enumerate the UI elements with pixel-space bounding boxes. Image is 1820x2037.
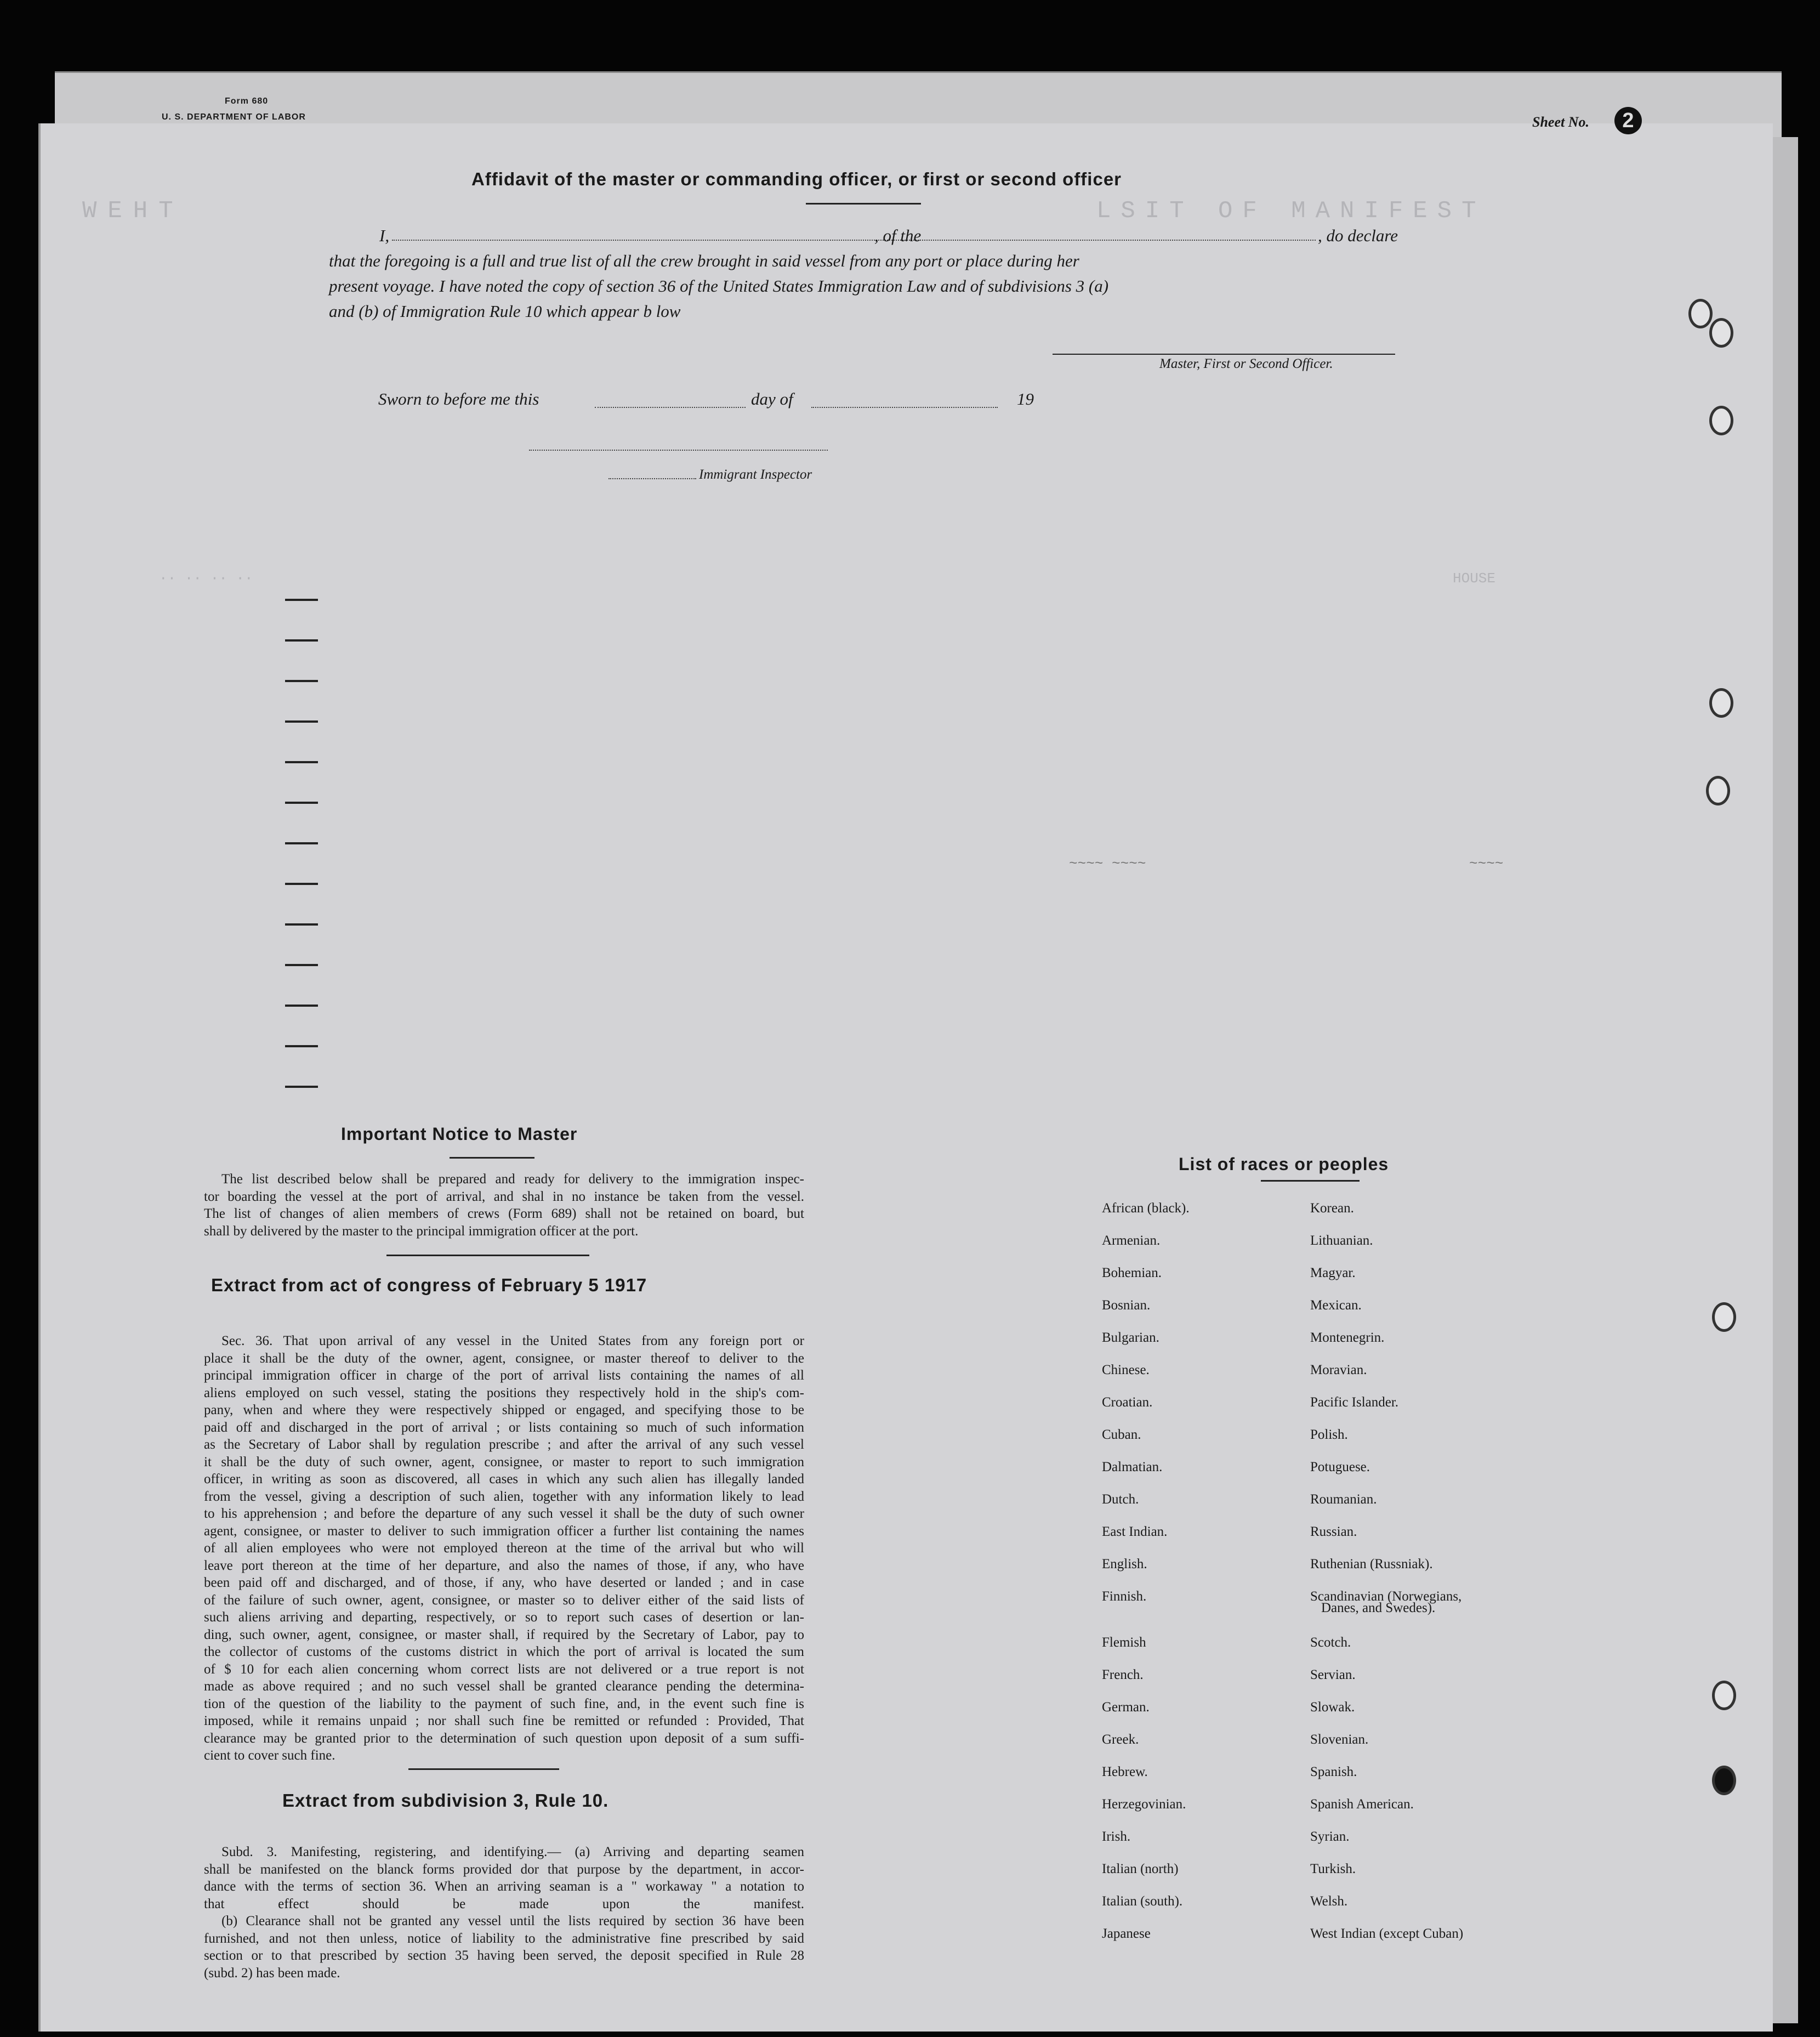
divider <box>408 1768 559 1770</box>
race-item: Slovenian. <box>1310 1732 1369 1747</box>
text-line: of the failure of such owner, agent, consignee, or master so to deliver either of the said lists of <box>204 1592 804 1608</box>
text-line: (subd. 2) has been made. <box>204 1965 340 1981</box>
extract-act-body <box>204 1332 804 1764</box>
text-line: shall by delivered by the master to the principal immigration officer at the port. <box>204 1223 639 1239</box>
race-item: African (black). <box>1102 1201 1190 1216</box>
race-item: English. <box>1102 1557 1147 1571</box>
affidavit-title: Affidavit of the master or commanding officer, or first or second officer <box>471 169 1122 189</box>
affidavit-line1 <box>329 223 1398 248</box>
race-item: Hebrew. <box>1102 1764 1148 1779</box>
race-item: Chinese. <box>1102 1363 1150 1377</box>
inspector-label: Immigrant Inspector <box>699 467 812 482</box>
text-line: (b) Clearance shall not be granted any vessel until the lists required by section 36 have been <box>221 1914 804 1928</box>
extract-rule-title: Extract from subdivision 3, Rule 10. <box>282 1790 609 1811</box>
form-number: Form 680 <box>225 97 269 106</box>
race-item: Scotch. <box>1310 1635 1351 1650</box>
punch-hole <box>1709 688 1733 718</box>
punch-hole <box>1706 776 1730 805</box>
race-item: Cuban. <box>1102 1427 1141 1442</box>
text-line: been paid off and discharged, and of those, if any, who have deserted or landed ; and in case <box>204 1575 804 1590</box>
race-item: Italian (south). <box>1102 1894 1183 1909</box>
race-item: Danes, and Swedes). <box>1321 1601 1436 1615</box>
text-line: as the Secretary of Labor shall by regulation prescribe ; and after the arrival of any such vessel <box>204 1437 804 1452</box>
text-line: such aliens arriving and departing, respectively, or so to report such cases of desertion or lan- <box>204 1610 804 1625</box>
race-item: Flemish <box>1102 1635 1146 1650</box>
race-item: Pacific Islander. <box>1310 1395 1399 1410</box>
divider <box>806 203 921 205</box>
affidavit-line2: that the foregoing is a full and true list of all the crew brought in said vessel from any port or place during her <box>329 251 1079 270</box>
sworn-line <box>378 389 1036 415</box>
race-item: Armenian. <box>1102 1233 1161 1248</box>
text-line: of $ 10 for each alien concerning whom correct lists are not delivered or a true report is not <box>204 1661 804 1677</box>
race-item: Bulgarian. <box>1102 1330 1159 1345</box>
race-item: Croatian. <box>1102 1395 1153 1410</box>
text-line: to his apprehension ; and before the departure of any such vessel it shall be the duty of such owner <box>204 1506 804 1521</box>
race-item: Japanese <box>1102 1926 1151 1941</box>
race-item: Montenegrin. <box>1310 1330 1385 1345</box>
race-item: Syrian. <box>1310 1829 1350 1844</box>
inspector-signature-line[interactable] <box>529 450 828 451</box>
text-line: The list described below shall be prepared and ready for delivery to the immigration inspec- <box>221 1172 804 1187</box>
punch-hole <box>1709 406 1733 435</box>
punch-hole <box>1712 1681 1736 1710</box>
race-item: Dutch. <box>1102 1492 1139 1507</box>
text-line: cient to cover such fine. <box>204 1748 335 1763</box>
affidavit-declare: , do declare <box>1317 226 1398 245</box>
race-item: Herzegovinian. <box>1102 1797 1186 1812</box>
race-item: Welsh. <box>1310 1894 1348 1909</box>
extract-rule-body <box>204 1843 804 1982</box>
inspector-signature-line[interactable] <box>608 478 696 479</box>
text-line: made as above required ; and no such vessel shall be granted clearance pending the determina- <box>204 1679 804 1694</box>
text-line: from the vessel, giving a description of such alien, together with any information likely to lead <box>204 1489 804 1504</box>
affidavit-of-the: , of the <box>874 226 922 245</box>
race-item: Slowak. <box>1310 1700 1355 1715</box>
races-title: List of races or peoples <box>1179 1154 1389 1174</box>
signature-line[interactable] <box>1053 354 1395 355</box>
race-item: Irish. <box>1102 1829 1131 1844</box>
race-item: Potuguese. <box>1310 1460 1370 1474</box>
text-line: leave port thereon at the time of her departure, and also the names of those, if any, who have <box>204 1558 804 1573</box>
race-item: Servian. <box>1310 1667 1356 1682</box>
race-item: Bohemian. <box>1102 1266 1162 1280</box>
race-item: Turkish. <box>1310 1862 1356 1876</box>
month-blank[interactable] <box>811 407 998 408</box>
text-line: dance with the terms of section 36. When an arriving seaman is a " workaway " a notation to <box>204 1879 804 1894</box>
affidavit-line3: present voyage. I have noted the copy of section 36 of the United States Immigration Law and of subdivisions 3 (a) <box>329 276 1109 296</box>
text-line: tor boarding the vessel at the port of arrival, and shal in no instance be taken from the vessel. <box>204 1189 804 1204</box>
race-item: Roumanian. <box>1310 1492 1377 1507</box>
text-line: of all alien employees who were not employed thereon at the time of the arrival but who will <box>204 1541 804 1556</box>
punch-hole <box>1712 1302 1736 1332</box>
text-line: that effect should be made upon the manifest. <box>204 1896 804 1911</box>
race-item: West Indian (except Cuban) <box>1310 1926 1464 1941</box>
races-underline <box>1261 1180 1360 1182</box>
affidavit-i: I, <box>379 226 390 245</box>
vessel-blank[interactable] <box>948 240 1316 241</box>
punch-hole <box>1688 299 1713 328</box>
notice-body <box>204 1171 804 1240</box>
sheet-label: Sheet No. <box>1532 114 1589 130</box>
bleed-through-text: ·· ·· ·· ·· <box>159 570 253 587</box>
bleed-through-text: HOUSE <box>1453 570 1496 587</box>
text-line: furnished, and not then unless, notice of liability to the administrative fine prescribed by said <box>204 1931 804 1946</box>
race-item: Dalmatian. <box>1102 1460 1163 1474</box>
sworn-year: 19 <box>1017 389 1034 408</box>
race-item: Spanish American. <box>1310 1797 1414 1812</box>
bleed-through-text: ~~~~ ~~~~ <box>1069 855 1146 872</box>
race-item: Spanish. <box>1310 1764 1357 1779</box>
punch-hole <box>1712 1766 1736 1795</box>
race-item: Ruthenian (Russniak). <box>1310 1557 1433 1571</box>
race-item: Moravian. <box>1310 1363 1367 1377</box>
text-line: Subd. 3. Manifesting, registering, and identifying.— (a) Arriving and departing seamen <box>221 1845 804 1859</box>
race-item: East Indian. <box>1102 1524 1168 1539</box>
master-signature-label: Master, First or Second Officer. <box>1159 356 1333 371</box>
text-line: ding, such owner, agent, consignee, or master shall, if required by the Secretary of Labor, pay to <box>204 1627 804 1642</box>
text-line: section or to that prescribed by section 35 having been served, the deposit specified in Rule 28 <box>204 1948 804 1963</box>
text-line: place it shall be the duty of the owner, agent, consignee, or master thereof to deliver to the <box>204 1351 804 1366</box>
sworn-day-of: day of <box>751 389 793 408</box>
text-line: tion of the question of the liability to the payment of such fine, and, in the event such fine is <box>204 1696 804 1711</box>
dotted-column <box>285 565 318 1113</box>
race-item: Polish. <box>1310 1427 1348 1442</box>
divider <box>386 1255 589 1256</box>
divider <box>450 1157 534 1159</box>
race-item: Lithuanian. <box>1310 1233 1373 1248</box>
notice-title: Important Notice to Master <box>341 1124 578 1144</box>
text-line: the collector of customs of the customs district in which the port of arrival is located the sum <box>204 1644 804 1659</box>
bleed-through-text: WEHT <box>82 197 184 225</box>
text-line: pany, when and where they were respectively shipped or engaged, and specifying those to be <box>204 1403 804 1417</box>
race-item: Italian (north) <box>1102 1862 1179 1876</box>
text-line: aliens employed on such vessel, stating the positions they respectively hold in the ship's com- <box>204 1385 804 1400</box>
race-item: French. <box>1102 1667 1144 1682</box>
text-line: clearance may be granted prior to the determination of such question upon deposit of a sum suffi- <box>204 1730 804 1746</box>
race-item: Scandinavian (Norwegians, <box>1310 1589 1462 1604</box>
department-name: U. S. DEPARTMENT OF LABOR <box>162 112 306 122</box>
race-item: Greek. <box>1102 1732 1139 1747</box>
punch-hole <box>1709 318 1733 348</box>
bleed-through-text: LSIT OF MANIFEST <box>1096 197 1486 225</box>
race-item: Mexican. <box>1310 1298 1362 1313</box>
text-line: imposed, while it remains unpaid ; nor shall such fine be remitted or refunded : Provided, That <box>204 1713 804 1728</box>
text-line: officer, in writing as soon as discovered, all cases in which any such alien has illegally landed <box>204 1472 804 1486</box>
extract-act-title: Extract from act of congress of February 5 1917 <box>211 1275 647 1295</box>
race-item: Bosnian. <box>1102 1298 1151 1313</box>
race-item: Korean. <box>1310 1201 1354 1216</box>
text-line: principal immigration officer in charge of the port of arrival lists containing the names of all <box>204 1368 804 1383</box>
text-line: agent, consignee, or master to deliver to such immigration officer a further list containing the names <box>204 1523 804 1539</box>
text-line: The list of changes of alien members of crews (Form 689) shall not be retained on board, but <box>204 1206 804 1221</box>
text-line: Sec. 36. That upon arrival of any vessel in the United States from any foreign port or <box>221 1334 804 1348</box>
text-line: shall be manifested on the blanck forms provided dor that purpose by the department, in accor- <box>204 1862 804 1877</box>
text-line: paid off and discharged in the port of arrival ; or lists containing so much of such information <box>204 1420 804 1435</box>
text-line: it shall be the duty of such owner, agent, consignee, or master to report to such immigration <box>204 1454 804 1469</box>
bleed-through-text: ~~~~ <box>1469 855 1504 872</box>
race-item: Magyar. <box>1310 1266 1356 1280</box>
race-item: Finnish. <box>1102 1589 1147 1604</box>
race-item: Russian. <box>1310 1524 1357 1539</box>
sworn-prefix: Sworn to before me this <box>378 389 539 408</box>
day-blank[interactable] <box>595 407 746 408</box>
sheet-number: 2 <box>1614 107 1642 134</box>
race-item: German. <box>1102 1700 1150 1715</box>
affidavit-line4: and (b) of Immigration Rule 10 which appear b low <box>329 302 681 321</box>
